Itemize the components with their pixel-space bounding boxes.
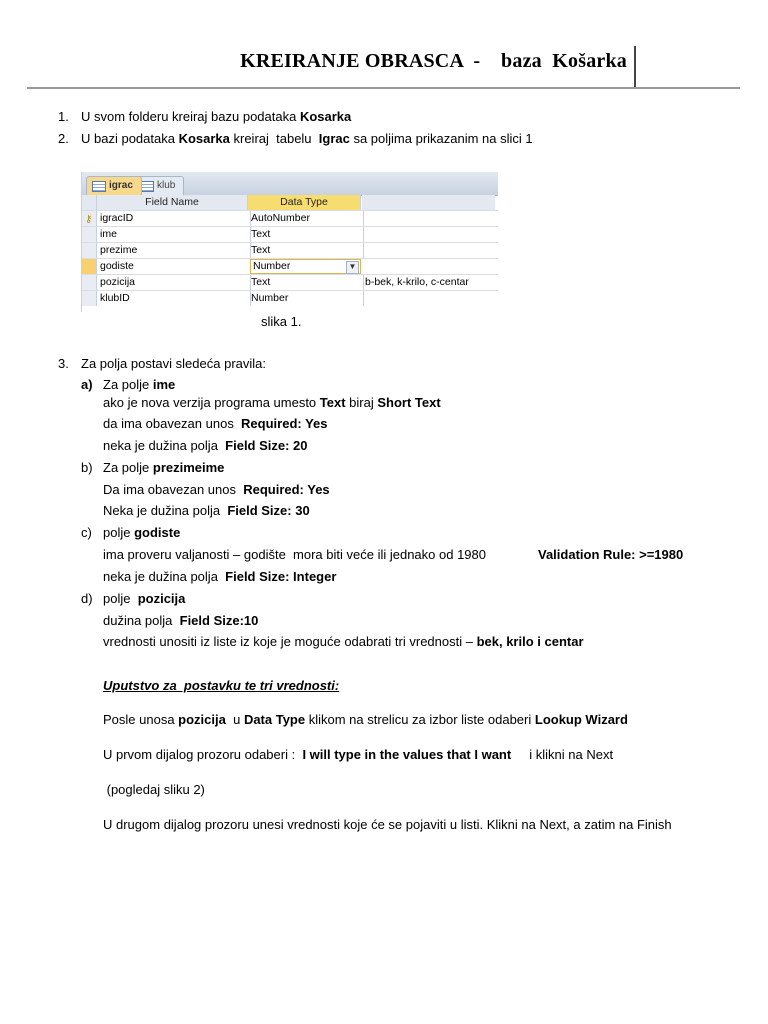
field-name-cell[interactable]: pozicija: [97, 275, 251, 290]
page-title: KREIRANJE OBRASCA - baza Košarka: [240, 50, 627, 72]
rule-c-b1: godiste: [134, 525, 181, 540]
step-3-text: Za polja postavi sledeća pravila:: [81, 356, 266, 371]
step-2-b2: Igrac: [318, 131, 350, 146]
rule-a-l2c: biraj: [345, 395, 378, 410]
row-selector[interactable]: [82, 275, 97, 290]
rule-a-title: [103, 377, 175, 393]
guide-p1c: u: [225, 712, 244, 727]
row-selector[interactable]: [82, 211, 97, 226]
table-icon: [140, 181, 154, 192]
rule-b-b1: prezimeime: [152, 460, 225, 475]
rule-b-t1: Za polje: [103, 460, 153, 475]
header-data-type: Data Type: [248, 195, 361, 210]
tab-igrac-label: igrac: [109, 180, 133, 191]
data-type-cell[interactable]: Number: [248, 291, 364, 306]
table-row[interactable]: [82, 227, 498, 243]
rule-d-l2a: dužina polja: [103, 613, 180, 628]
rule-a-t1: Za polje: [103, 377, 153, 392]
table-row-selected[interactable]: [82, 259, 498, 275]
rule-a-l4a: neka je dužina polja: [103, 438, 226, 453]
rule-d-l3a: vrednosti unositi iz liste iz koje je moguće odabrati tri vrednosti –: [103, 634, 477, 649]
header-field-name: Field Name: [97, 195, 248, 210]
guide-p2b: I will type in the values that I want: [302, 747, 512, 762]
field-name-cell[interactable]: klubID: [97, 291, 251, 306]
field-name-cell[interactable]: ime: [97, 227, 251, 242]
rule-b-line-2: [103, 482, 330, 498]
description-cell[interactable]: [362, 243, 498, 258]
rule-d-label: d): [81, 591, 93, 606]
row-selector[interactable]: [82, 227, 97, 242]
row-selector[interactable]: [82, 259, 97, 274]
rule-c-line-2a: ima proveru valjanosti – godište mora biti veće ili jednako od 1980: [103, 547, 486, 562]
rule-b-title: [103, 460, 224, 476]
guide-paragraph-1: [103, 712, 628, 728]
table-row[interactable]: [82, 291, 498, 306]
table-icon: [92, 181, 106, 192]
description-cell[interactable]: [362, 259, 498, 274]
rule-a-b1: ime: [152, 377, 176, 392]
rule-c-l3b: Field Size: Integer: [225, 569, 337, 584]
guide-paragraph-3: (pogledaj sliku 2): [103, 782, 205, 797]
rule-a-line-3: [103, 416, 328, 432]
rule-b-l2b: Required: Yes: [243, 482, 330, 497]
rule-b-l2a: Da ima obavezan unos: [103, 482, 244, 497]
rule-a-l3a: da ima obavezan unos: [103, 416, 242, 431]
step-2: [81, 131, 533, 147]
step-2-t1: U bazi podataka: [81, 131, 179, 146]
object-tab-strip: [82, 172, 498, 196]
rule-c-line-3: [103, 569, 336, 585]
guide-p1b: pozicija: [178, 712, 226, 727]
data-type-cell[interactable]: Text: [248, 275, 364, 290]
table-design-figure: [81, 172, 498, 312]
data-type-combo-value: Number: [253, 260, 291, 272]
rule-c-title: [103, 525, 180, 541]
title-divider: [634, 46, 636, 87]
header-description: [362, 195, 495, 210]
table-row[interactable]: [82, 275, 498, 291]
table-row[interactable]: [82, 211, 498, 227]
rule-a-l3b: Required: Yes: [241, 416, 328, 431]
chevron-down-icon[interactable]: ▼: [346, 261, 359, 274]
rule-d-t1: polje: [103, 591, 138, 606]
rule-a-line-4: [103, 438, 308, 454]
tab-klub-label: klub: [157, 180, 176, 191]
guide-p1a: Posle unosa: [103, 712, 179, 727]
step-1-number: 1.: [58, 109, 69, 124]
step-2-t3: sa poljima prikazanim na slici 1: [349, 131, 533, 146]
guide-p2c: i klikni na Next: [511, 747, 614, 762]
step-2-b1: Kosarka: [178, 131, 230, 146]
rule-d-l2b: Field Size:10: [179, 613, 259, 628]
rule-d-title: [103, 591, 185, 607]
data-type-cell[interactable]: Text: [248, 243, 364, 258]
data-type-cell[interactable]: Text: [248, 227, 364, 242]
description-cell[interactable]: [362, 291, 498, 306]
title-underline: [27, 87, 740, 89]
guide-p1d: Data Type: [243, 712, 306, 727]
rule-b-l3b: Field Size: 30: [227, 503, 310, 518]
rule-c-validation-rule: Validation Rule: >=1980: [538, 547, 684, 562]
step-1-text: U svom folderu kreiraj bazu podataka: [81, 109, 300, 124]
field-name-cell[interactable]: godiste: [97, 259, 251, 274]
step-3-number: 3.: [58, 356, 69, 371]
table-row[interactable]: [82, 243, 498, 259]
rule-a-label: a): [81, 377, 93, 392]
primary-key-icon: ⚷: [85, 214, 93, 225]
data-type-cell[interactable]: AutoNumber: [248, 211, 364, 226]
guide-paragraph-2: [103, 747, 613, 763]
rule-d-line-3: [103, 634, 584, 650]
guide-p2a: U prvom dijalog prozoru odaberi :: [103, 747, 303, 762]
row-selector[interactable]: [82, 243, 97, 258]
guide-paragraph-4: U drugom dijalog prozoru unesi vrednosti koje će se pojaviti u listi. Klikni na Next, a zatim na Finish: [103, 817, 672, 832]
rule-a-l2b: Text: [319, 395, 346, 410]
rule-d-l3b: bek, krilo i centar: [476, 634, 584, 649]
rule-b-line-3: [103, 503, 310, 519]
rule-b-l3a: Neka je dužina polja: [103, 503, 228, 518]
grid-header-row: [82, 195, 498, 211]
step-1: [81, 109, 351, 125]
rule-c-t1: polje: [103, 525, 135, 540]
description-cell[interactable]: b-bek, k-krilo, c-centar: [365, 276, 469, 288]
description-cell[interactable]: [362, 227, 498, 242]
description-cell[interactable]: [362, 211, 498, 226]
rule-a-line-2: [103, 395, 441, 411]
step-1-db-name: Kosarka: [299, 109, 352, 124]
guide-p1f: Lookup Wizard: [534, 712, 628, 727]
rule-a-l2a: ako je nova verzija programa umesto: [103, 395, 320, 410]
figure-caption: slika 1.: [261, 314, 302, 329]
rule-d-line-2: [103, 613, 258, 629]
tab-igrac[interactable]: [86, 176, 142, 195]
rule-b-label: b): [81, 460, 93, 475]
rule-a-l4b: Field Size: 20: [225, 438, 308, 453]
guide-heading: Uputstvo za postavku te tri vrednosti:: [103, 678, 340, 693]
field-name-cell[interactable]: igracID: [97, 211, 251, 226]
guide-p1e: klikom na strelicu za izbor liste odaberi: [305, 712, 535, 727]
row-selector-header: [82, 195, 97, 210]
rule-d-b1: pozicija: [137, 591, 186, 606]
data-type-combo[interactable]: [250, 259, 361, 274]
step-2-number: 2.: [58, 131, 69, 146]
rule-c-l3a: neka je dužina polja: [103, 569, 226, 584]
field-name-cell[interactable]: prezime: [97, 243, 251, 258]
step-2-t2: kreiraj tabelu: [229, 131, 319, 146]
rule-a-l2d: Short Text: [377, 395, 441, 410]
rule-c-label: c): [81, 525, 92, 540]
row-selector[interactable]: [82, 291, 97, 306]
